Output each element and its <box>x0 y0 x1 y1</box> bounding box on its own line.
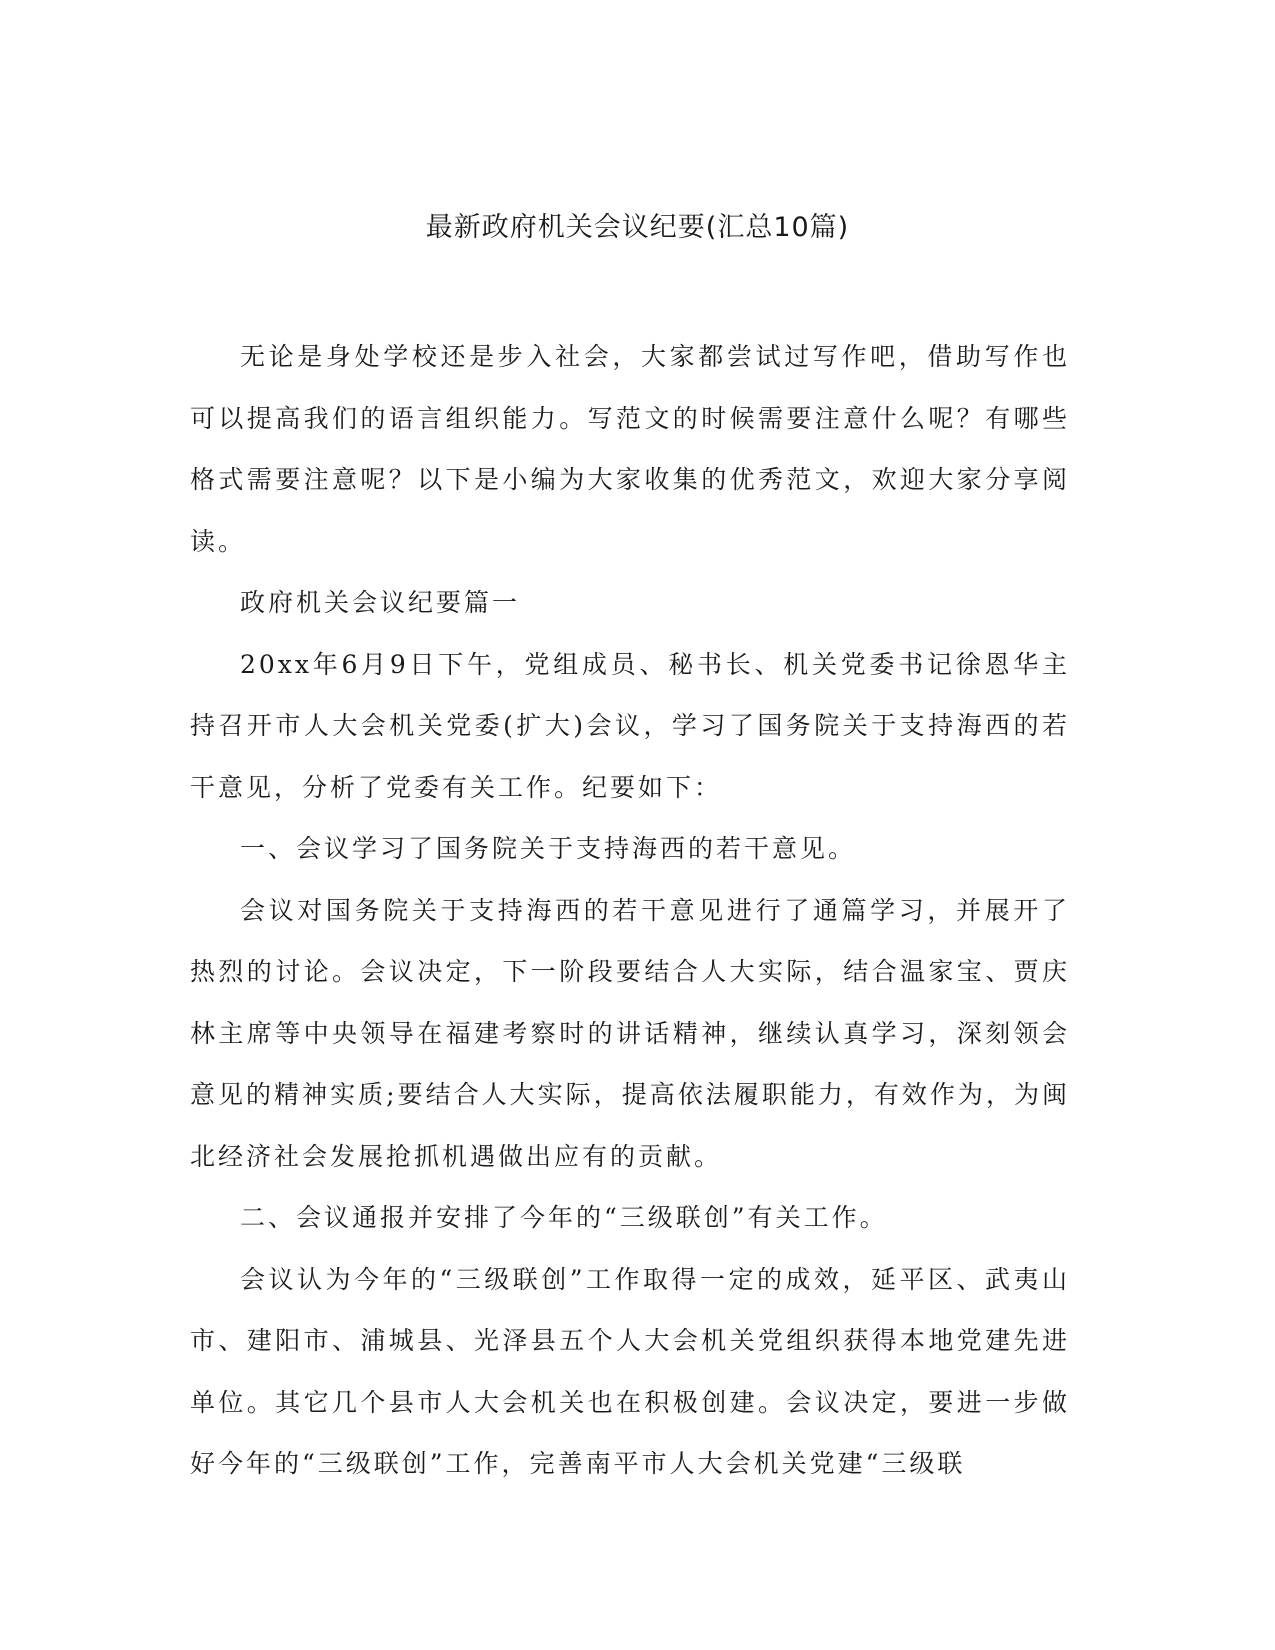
meeting-summary-paragraph: 20xx年6月9日下午，党组成员、秘书长、机关党委书记徐恩华主持召开市人大会机关党委(扩大)会议，学习了国务院关于支持海西的若干意见，分析了党委有关工作。纪要如下： <box>190 649 1070 802</box>
document-body <box>190 326 1070 1495</box>
item-two-paragraph: 会议认为今年的“三级联创”工作取得一定的成效，延平区、武夷山市、建阳市、浦城县、光泽县五个人大会机关党组织获得本地党建先进单位。其它几个县市人大会机关也在积极创建。会议决定，要进一步做好今年的“三级联创”工作，完善南平市人大会机关党建“三级联 <box>190 1264 1070 1478</box>
item-one-paragraph: 会议对国务院关于支持海西的若干意见进行了通篇学习，并展开了热烈的讨论。会议决定，下一阶段要结合人大实际，结合温家宝、贾庆林主席等中央领导在福建考察时的讲话精神，继续认真学习，深刻领会意见的精神实质;要结合人大实际，提高依法履职能力，有效作为，为闽北经济社会发展抢抓机遇做出应有的贡献。 <box>190 895 1070 1171</box>
item-one-heading: 一、会议学习了国务院关于支持海西的若干意见。 <box>240 834 857 863</box>
document-title: 最新政府机关会议纪要(汇总10篇) <box>425 212 850 243</box>
item-two-heading: 二、会议通报并安排了今年的“三级联创”有关工作。 <box>240 1203 888 1232</box>
section-heading-one: 政府机关会议纪要篇一 <box>240 588 521 617</box>
intro-paragraph: 无论是身处学校还是步入社会，大家都尝试过写作吧，借助写作也可以提高我们的语言组织能力。写范文的时候需要注意什么呢？有哪些格式需要注意呢？以下是小编为大家收集的优秀范文，欢迎大家分享阅读。 <box>190 342 1070 556</box>
